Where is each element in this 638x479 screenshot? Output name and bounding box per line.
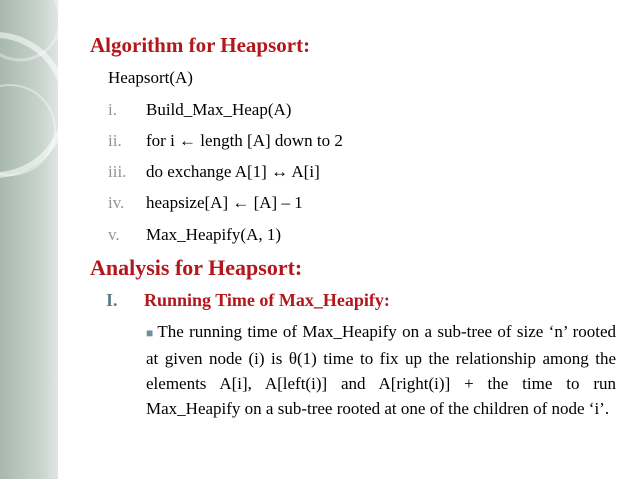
algorithm-heading: Algorithm for Heapsort: xyxy=(90,33,311,57)
step-text: heapsize[A] ← [A] – 1 xyxy=(146,193,303,212)
step-number: iii. xyxy=(108,162,127,181)
decorative-circles xyxy=(0,0,90,479)
step-text: Build_Max_Heap(A) xyxy=(146,100,292,119)
bullet-text: The running time of Max_Heapify on a sub-tree of size ‘n’ rooted at given node (i) is θ(1) time to fix up the relationship among the elements A[i], A[left(i)] and A[right(i)] + the time to run Max_Heapify on a sub-tree rooted at one of the children of node ‘i’. xyxy=(146,322,617,418)
step-text: do exchange A[1] ↔ A[i] xyxy=(146,162,320,181)
square-bullet-icon: ■ xyxy=(146,326,155,340)
step-text: for i ← length [A] down to 2 xyxy=(146,131,343,150)
bullet-paragraph xyxy=(146,319,616,421)
subsection-title: Running Time of Max_Heapify: xyxy=(144,290,390,310)
analysis-heading: Analysis for Heapsort: xyxy=(90,255,303,280)
subsection-number: I. xyxy=(106,290,118,310)
step-text: Max_Heapify(A, 1) xyxy=(146,225,282,244)
step-number: ii. xyxy=(108,131,122,150)
step-number: i. xyxy=(108,100,117,119)
step-number: iv. xyxy=(108,193,125,212)
step-number: v. xyxy=(108,225,120,244)
procedure-name: Heapsort(A) xyxy=(108,68,193,87)
